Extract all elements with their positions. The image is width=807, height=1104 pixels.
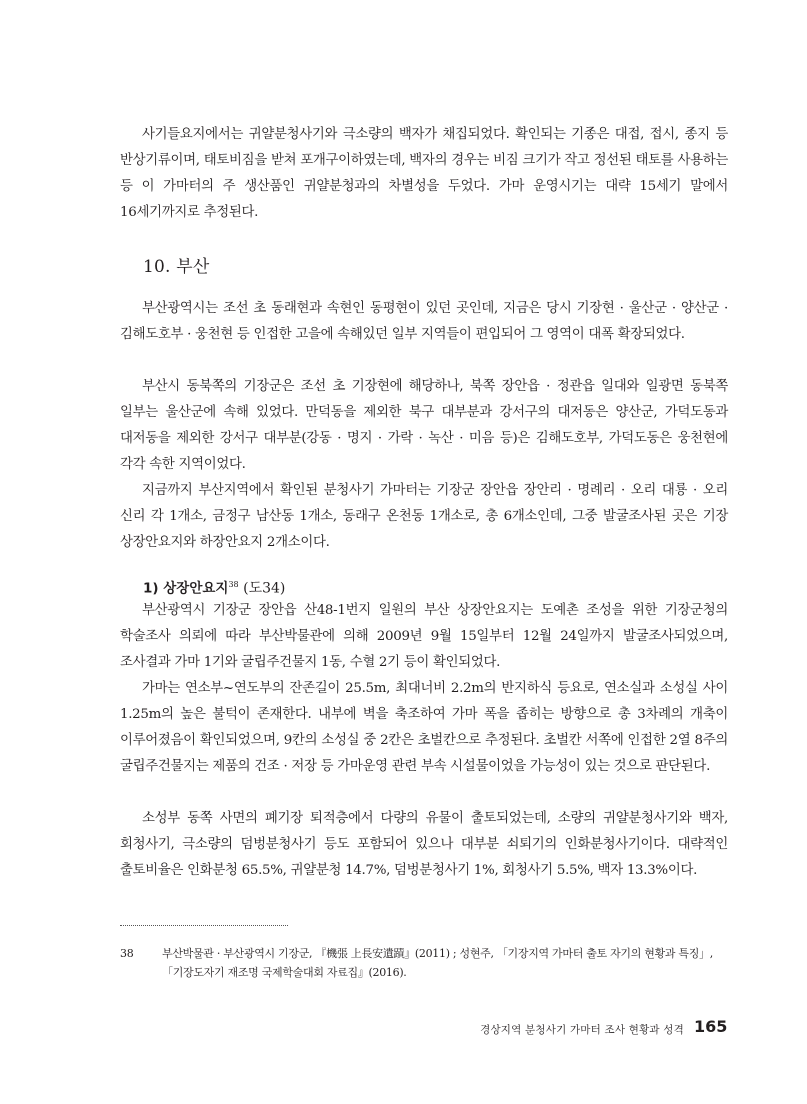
body-paragraph: 사기들요지에서는 귀얄분청사기와 극소량의 백자가 채집되었다. 확인되는 기종은 대접, 접시, 종지 등 반상기류이며, 태토비짐을 받쳐 포개구이하였는데, 백자의 경우는 비짐 크기가 작고 정선된 태토를 사용하는 등 이 가마터의 주 생산품인 귀얄분청과의 차별성을 두었다. 가마 운영시기는 대략 15세기 말에서 16세기까지로 추정된다. (120, 127, 728, 220)
footnote-marker: 38 (228, 580, 239, 589)
footnote (120, 944, 728, 982)
page-number: 165 (694, 1017, 728, 1036)
body-paragraph: 부산광역시는 조선 초 동래현과 속현인 동평현이 있던 곳인데, 지금은 당시 기장현 · 울산군 · 양산군 · 김해도호부 · 웅천현 등 인접한 고을에 속해있던 일부 지역들이 편입되어 그 영역이 대폭 확장되었다. (120, 301, 728, 342)
figure-reference: (도34) (243, 580, 286, 597)
body-paragraph: 부산광역시 기장군 장안읍 산48-1번지 일원의 부산 상장안요지는 도예촌 조성을 위한 기장군청의 학술조사 의뢰에 따라 부산박물관에 의해 2009년 9월 15일부터 12월 24일까지 발굴조사되었으며, 조사결과 가마 1기와 굴립주건물지 1동, 수혈 2기 등이 확인되었다. (120, 603, 728, 670)
section-title: 10. 부산 (143, 257, 210, 277)
body-paragraph: 부산시 동북쪽의 기장군은 조선 초 기장현에 해당하나, 북쪽 장안읍 · 정관읍 일대와 일광면 동북쪽 일부는 울산군에 속해 있었다. 만덕동을 제외한 북구 대부분과 강서구의 대저동은 양산군, 가덕도동과 대저동을 제외한 강서구 대부분(강동 · 명지 · 가락 · 녹산 · 미음 등)은 김해도호부, 가덕도동은 웅천현에 각각 속한 지역이었다. (120, 379, 728, 472)
running-head: 경상지역 분청사기 가마터 조사 현황과 성격 (480, 1024, 684, 1036)
body-paragraph: 지금까지 부산지역에서 확인된 분청사기 가마터는 기장군 장안읍 장안리 · 명례리 · 오리 대룡 · 오리 신리 각 1개소, 금정구 남산동 1개소, 동래구 온천동 1개소로, 총 6개소인데, 그중 발굴조사된 곳은 기장 상장안요지와 하장안요지 2개소이다. (120, 483, 728, 550)
footnote-number: 38 (120, 947, 134, 960)
body-paragraph: 가마는 연소부~연도부의 잔존길이 25.5m, 최대너비 2.2m의 반지하식 등요로, 연소실과 소성실 사이 1.25m의 높은 불턱이 존재한다. 내부에 벽을 축조하여 가마 폭을 좁히는 방향으로 총 3차례의 개축이 이루어졌음이 확인되었으며, 9칸의 소성실 중 2칸은 초벌칸으로 추정된다. 초벌칸 서쪽에 인접한 2열 8주의 굴립주건물지는 제품의 건조 · 저장 등 가마운영 관련 부속 시설물이었을 가능성이 있는 것으로 판단된다. (120, 681, 728, 774)
footnote-divider (120, 925, 288, 926)
body-paragraph: 소성부 동쪽 사면의 폐기장 퇴적층에서 다량의 유물이 출토되었는데, 소량의 귀얄분청사기와 백자, 회청사기, 극소량의 덤벙분청사기 등도 포함되어 있으나 대부분 쇠퇴기의 인화분청사기이다. 대략적인 출토비율은 인화분청 65.5%, 귀얄분청 14.7%, 덤벙분청사기 1%, 회청사기 5.5%, 백자 13.3%이다. (120, 811, 728, 878)
subsection-title: 1) 상장안요지 (143, 580, 229, 597)
footnote-text: 부산박물관 · 부산광역시 기장군, 『機張 上長安遺蹟』(2011) ; 성현주, 「기장지역 가마터 출토 자기의 현황과 특징」, 「기장도자기 재조명 국제학술대회 자료집』(2016). (162, 947, 713, 979)
